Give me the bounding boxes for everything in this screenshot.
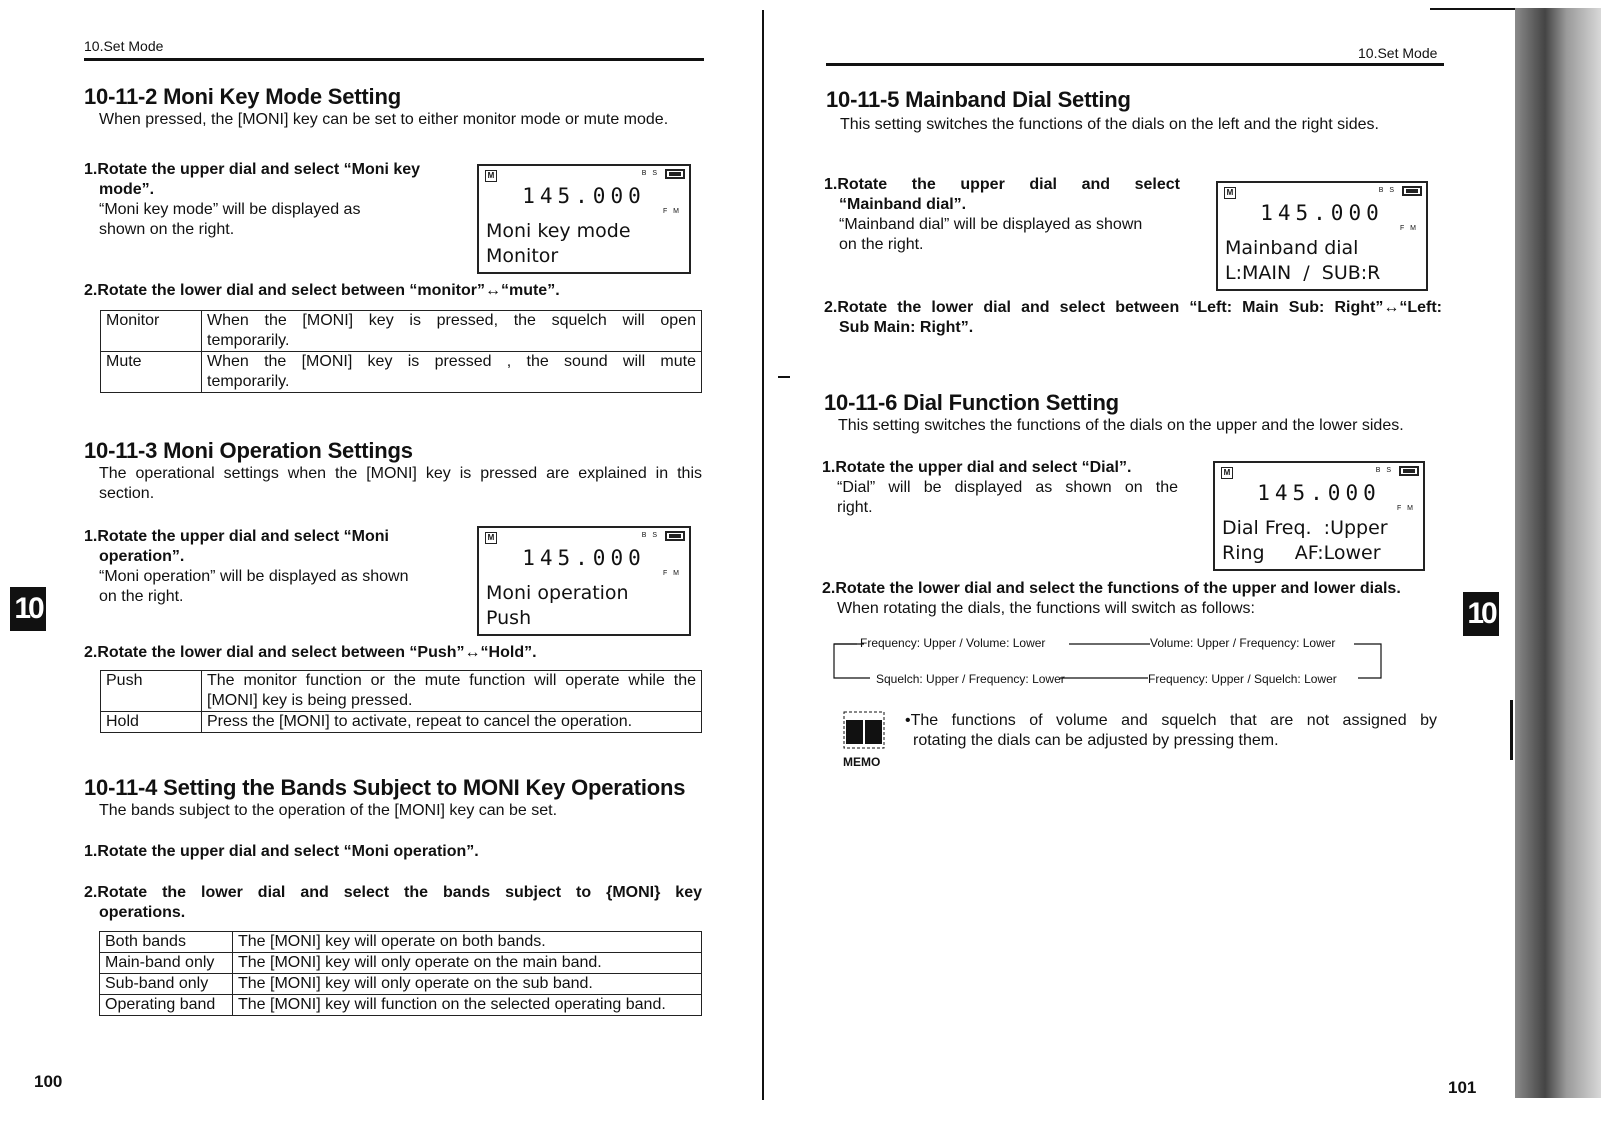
- table-cell-value: The [MONI] key will only operate on the sub band.: [233, 974, 702, 995]
- section-title-bands-subject: 10-11-4 Setting the Bands Subject to MONI Key Operations: [84, 775, 686, 800]
- step-text: operation”.: [99, 548, 185, 565]
- bs-indicator: B S: [641, 532, 659, 539]
- edge-mark: [1510, 700, 1513, 760]
- cell-text: When the [MONI] key is pressed, the squelch will open: [207, 312, 696, 329]
- table-cell-value: Press the [MONI] to activate, repeat to cancel the operation.: [202, 712, 702, 733]
- step-text: operations.: [99, 904, 186, 921]
- dial-function-cycle-diagram: [832, 628, 1387, 690]
- gutter-mark: [778, 376, 790, 378]
- lcd-display: [477, 164, 691, 274]
- lcd-line-1: Mainband dial: [1225, 237, 1359, 259]
- flow-step-4: Squelch: Upper / Frequency: Lower: [876, 672, 1065, 686]
- step-text: When rotating the dials, the functions will switch as follows:: [837, 600, 1255, 617]
- step-text: on the right.: [99, 588, 184, 605]
- right-page-header: 10.Set Mode: [1358, 45, 1438, 61]
- chapter-tab-left: 10: [10, 587, 46, 631]
- flow-step-1: Frequency: Upper / Volume: Lower: [860, 636, 1046, 650]
- moni-key-mode-table: [100, 310, 702, 393]
- lcd-display: [477, 526, 691, 636]
- cell-text: The monitor function or the mute function will operate while the: [207, 672, 696, 689]
- cell-text: [MONI] key is being pressed.: [207, 692, 413, 709]
- section-intro: This setting switches the functions of the dials on the upper and the lower sides.: [838, 417, 1404, 434]
- left-header-rule: [84, 58, 704, 61]
- step-text: Sub Main: Right”.: [839, 319, 974, 336]
- section-title-moni-key-mode: 10-11-2 Moni Key Mode Setting: [84, 84, 401, 109]
- battery-icon: [665, 531, 685, 541]
- fm-indicator: F M: [662, 570, 681, 577]
- fm-indicator: F M: [1396, 505, 1415, 512]
- step-text: shown on the right.: [99, 221, 235, 238]
- memory-icon: M: [1221, 467, 1233, 479]
- table-row: [101, 311, 702, 352]
- step-1: [84, 527, 444, 607]
- lcd-line-1: Moni key mode: [486, 220, 631, 242]
- step-text: 2.Rotate the lower dial and select between “monitor”↔“mute”.: [84, 282, 560, 299]
- cell-text: temporarily.: [207, 373, 290, 390]
- table-cell-value: [202, 311, 702, 352]
- table-row: [100, 995, 702, 1016]
- step-text: mode”.: [99, 181, 155, 198]
- table-cell-key: Operating band: [100, 995, 233, 1016]
- step-text: on the right.: [839, 236, 924, 253]
- intro-text: section.: [99, 485, 155, 502]
- memo-book-icon: [843, 710, 887, 750]
- table-row: [101, 352, 702, 393]
- cell-text: When the [MONI] key is pressed , the sound will mute: [207, 353, 696, 370]
- bs-indicator: B S: [1378, 187, 1396, 194]
- lcd-frequency: 145.000: [522, 546, 646, 570]
- battery-icon: [665, 169, 685, 179]
- memo-text: [905, 711, 1437, 751]
- memo-line: •The functions of volume and squelch that are not assigned by: [905, 712, 1437, 729]
- table-row: [100, 932, 702, 953]
- table-cell-key: Monitor: [101, 311, 202, 352]
- step-1: [84, 160, 444, 240]
- memory-icon: M: [1224, 187, 1236, 199]
- moni-operation-table: [100, 670, 702, 733]
- left-page-header: 10.Set Mode: [84, 38, 164, 54]
- page-gutter-divider: [762, 10, 764, 1100]
- section-title-dial-function: 10-11-6 Dial Function Setting: [824, 390, 1119, 415]
- bs-indicator: B S: [1375, 467, 1393, 474]
- battery-icon: [1402, 186, 1422, 196]
- lcd-display: [1216, 181, 1428, 291]
- chapter-tab-right: 10: [1463, 592, 1499, 636]
- step-text: 2.Rotate the lower dial and select between “Left: Main Sub: Right”↔“Left:: [824, 299, 1442, 316]
- step-text: 1.Rotate the upper dial and select “Moni operation”.: [84, 843, 479, 860]
- step-text: 2.Rotate the lower dial and select the functions of the upper and lower dials.: [822, 580, 1401, 597]
- lcd-line-2: L:MAIN / SUB:R: [1225, 262, 1381, 284]
- section-title-moni-operation: 10-11-3 Moni Operation Settings: [84, 438, 413, 463]
- table-row: [101, 712, 702, 733]
- lcd-frequency: 145.000: [522, 184, 646, 208]
- step-text: “Dial” will be displayed as shown on the: [837, 479, 1178, 496]
- book-icon: [843, 710, 887, 750]
- step-text: “Moni operation” will be displayed as shown: [99, 568, 409, 585]
- step-text: “Moni key mode” will be displayed as: [99, 201, 361, 218]
- bands-subject-table: [99, 931, 702, 1016]
- section-intro: This setting switches the functions of the dials on the left and the right sides.: [840, 116, 1379, 133]
- step-1: [84, 842, 479, 862]
- step-text: “Mainband dial” will be displayed as shown: [839, 216, 1143, 233]
- table-cell-value: The [MONI] key will function on the selected operating band.: [233, 995, 702, 1016]
- step-text: 1.Rotate the upper dial and select “Dial”.: [822, 459, 1132, 476]
- memory-icon: M: [485, 532, 497, 544]
- table-cell-key: Both bands: [100, 932, 233, 953]
- step-text: right.: [837, 499, 873, 516]
- table-cell-value: The [MONI] key will only operate on the main band.: [233, 953, 702, 974]
- lcd-frequency: 145.000: [1260, 201, 1384, 225]
- step-text: 1.Rotate the upper dial and select “Moni: [84, 528, 389, 545]
- page-number-right: 101: [1448, 1078, 1477, 1097]
- memo-line: rotating the dials can be adjusted by pressing them.: [913, 732, 1279, 749]
- section-title-mainband-dial: 10-11-5 Mainband Dial Setting: [826, 87, 1131, 112]
- flow-step-2: Volume: Upper / Frequency: Lower: [1150, 636, 1336, 650]
- lcd-line-1: Moni operation: [486, 582, 629, 604]
- table-row: [100, 974, 702, 995]
- step-text: “Mainband dial”.: [839, 196, 967, 213]
- memory-icon: M: [485, 170, 497, 182]
- step-text: 1.Rotate the upper dial and select: [824, 176, 1180, 193]
- table-cell-value: [202, 352, 702, 393]
- step-text: 1.Rotate the upper dial and select “Moni key: [84, 161, 421, 178]
- lcd-line-2: Ring AF:Lower: [1222, 542, 1381, 564]
- book-binding-shadow: [1515, 8, 1601, 1098]
- table-row: [101, 671, 702, 712]
- section-intro: [99, 464, 702, 504]
- fm-indicator: F M: [662, 208, 681, 215]
- step-2: [822, 579, 1401, 619]
- lcd-line-1: Dial Freq. :Upper: [1222, 517, 1388, 539]
- battery-icon: [1399, 466, 1419, 476]
- step-2: [84, 281, 560, 301]
- step-2: [824, 298, 1442, 338]
- section-intro: The bands subject to the operation of the [MONI] key can be set.: [99, 802, 558, 819]
- flow-step-3: Frequency: Upper / Squelch: Lower: [1148, 672, 1337, 686]
- page-number-left: 100: [34, 1072, 63, 1091]
- lcd-line-2: Monitor: [486, 245, 559, 267]
- step-2: [84, 883, 702, 923]
- step-2: [84, 643, 537, 663]
- fm-indicator: F M: [1399, 225, 1418, 232]
- table-cell-key: Sub-band only: [100, 974, 233, 995]
- lcd-display: [1213, 461, 1425, 571]
- table-cell-value: The [MONI] key will operate on both bands.: [233, 932, 702, 953]
- right-header-rule: [826, 63, 1444, 66]
- step-1: [822, 458, 1178, 518]
- cell-text: temporarily.: [207, 332, 290, 349]
- table-row: [100, 953, 702, 974]
- step-1: [824, 175, 1180, 255]
- table-cell-key: Push: [101, 671, 202, 712]
- section-intro: When pressed, the [MONI] key can be set to either monitor mode or mute mode.: [99, 111, 669, 128]
- intro-text: The operational settings when the [MONI] key is pressed are explained in this: [99, 465, 702, 482]
- table-cell-value: [202, 671, 702, 712]
- lcd-line-2: Push: [486, 607, 532, 629]
- table-cell-key: Hold: [101, 712, 202, 733]
- memo-label: MEMO: [843, 755, 881, 769]
- table-cell-key: Mute: [101, 352, 202, 393]
- step-text: 2.Rotate the lower dial and select the bands subject to {MONI} key: [84, 884, 702, 901]
- table-cell-key: Main-band only: [100, 953, 233, 974]
- bs-indicator: B S: [641, 170, 659, 177]
- step-text: 2.Rotate the lower dial and select between “Push”↔“Hold”.: [84, 644, 537, 661]
- lcd-frequency: 145.000: [1257, 481, 1381, 505]
